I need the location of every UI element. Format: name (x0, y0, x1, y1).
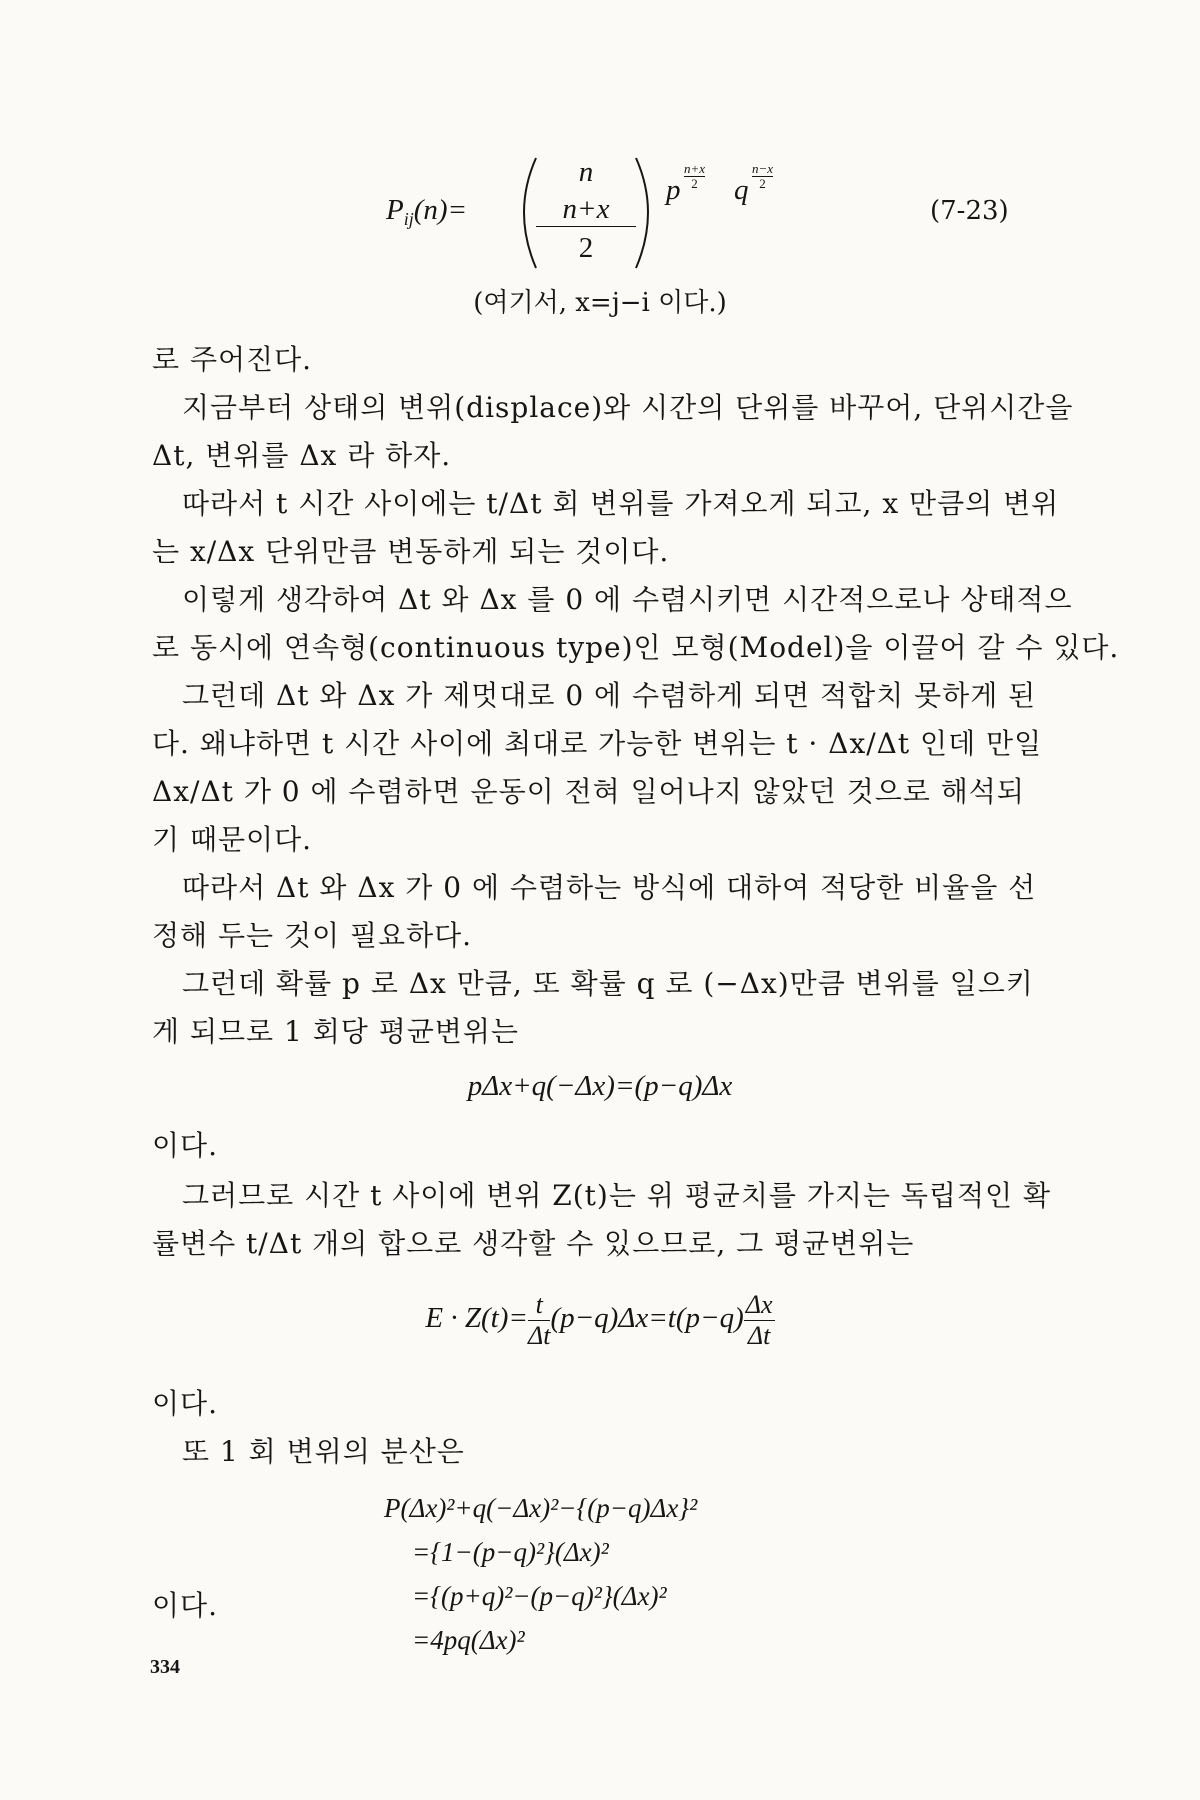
variance-step: ={1−(p−q)²}(Δx)² (412, 1537, 609, 1567)
variance-step: P(Δx)²+q(−Δx)²−{(p−q)Δx}² (384, 1493, 698, 1523)
right-paren-icon (630, 152, 666, 274)
eq-lhs: P (386, 194, 404, 226)
p-exponent-den: 2 (691, 176, 698, 191)
text-line: 정해 두는 것이 필요하다. (152, 919, 473, 952)
text-line: 률변수 t/Δt 개의 합으로 생각할 수 있으므로, 그 평균변위는 (152, 1227, 915, 1260)
equation-variance (384, 1486, 697, 1662)
fraction2-denominator: Δt (747, 1321, 771, 1350)
text-line: 이다. (152, 1589, 218, 1622)
text-line: 로 동시에 연속형(continuous type)인 모형(Model)을 이끌어 갈 수 있다. (152, 631, 1120, 664)
expect-middle: (p−q)Δx=t(p−q) (550, 1302, 744, 1335)
variance-step: ={(p+q)²−(p−q)²}(Δx)² (412, 1581, 667, 1611)
text-line: 게 되므로 1 회당 평균변위는 (152, 1015, 519, 1048)
text-line: 이다. (152, 1387, 218, 1420)
equation-number: (7-23) (930, 196, 1009, 226)
text-line: 지금부터 상태의 변위(displace)와 시간의 단위를 바꾸어, 단위시간을 (182, 391, 1074, 424)
eq-lhs-arg: (n)= (413, 194, 468, 226)
text-line: 이다. (152, 1129, 218, 1162)
text-line: 다. 왜냐하면 t 시간 사이에 최대로 가능한 변위는 t · Δx/Δt 인데 만일 (152, 727, 1043, 760)
text-line: 따라서 Δt 와 Δx 가 0 에 수렴하는 방식에 대하여 적당한 비율을 선 (182, 871, 1037, 904)
fraction1-denominator: Δt (527, 1321, 551, 1350)
eq-lhs-subscript: ij (403, 209, 414, 229)
text-line: 는 x/Δx 단위만큼 변동하게 되는 것이다. (152, 535, 670, 568)
variance-step: =4pq(Δx)² (412, 1625, 525, 1655)
equation-mean-displacement: pΔx+q(−Δx)=(p−q)Δx (467, 1070, 733, 1102)
q-base: q (734, 174, 749, 206)
p-exponent-num: n+x (684, 161, 706, 176)
q-exponent-num: n−x (752, 161, 774, 176)
expect-lhs: E · Z(t)= (425, 1302, 528, 1335)
binom-mid: n+x (536, 192, 636, 227)
binom-bottom: 2 (578, 232, 594, 264)
text-line: Δt, 변위를 Δx 라 하자. (152, 439, 452, 472)
page-number: 334 (150, 1656, 180, 1678)
text-line: 그러므로 시간 t 사이에 변위 Z(t)는 위 평균치를 가지는 독립적인 확 (182, 1179, 1052, 1212)
text-line: 기 때문이다. (152, 823, 313, 856)
text-line: 이렇게 생각하여 Δt 와 Δx 를 0 에 수렴시키면 시간적으로나 상태적으 (182, 583, 1073, 616)
fraction2-numerator: Δx (745, 1290, 773, 1319)
text-line: 그런데 확률 p 로 Δx 만큼, 또 확률 q 로 (−Δx)만큼 변위를 일으키 (182, 967, 1034, 1000)
p-base: p (666, 174, 681, 206)
text-line: 그런데 Δt 와 Δx 가 제멋대로 0 에 수렴하게 되면 적합치 못하게 된 (182, 679, 1037, 712)
binom-top: n (578, 156, 594, 188)
text-line: Δx/Δt 가 0 에 수렴하면 운동이 전혀 일어나지 않았던 것으로 해석되 (152, 775, 1025, 808)
text-line: 또 1 회 변위의 분산은 (182, 1435, 465, 1468)
equation-note: (여기서, x=j−i 이다.) (473, 288, 727, 318)
fraction1-numerator: t (528, 1290, 550, 1321)
text-line: 로 주어진다. (152, 343, 313, 376)
q-exponent-den: 2 (759, 176, 766, 191)
text-line: 따라서 t 시간 사이에는 t/Δt 회 변위를 가져오게 되고, x 만큼의 변위 (182, 487, 1060, 520)
equation-expectation (0, 1290, 1200, 1351)
